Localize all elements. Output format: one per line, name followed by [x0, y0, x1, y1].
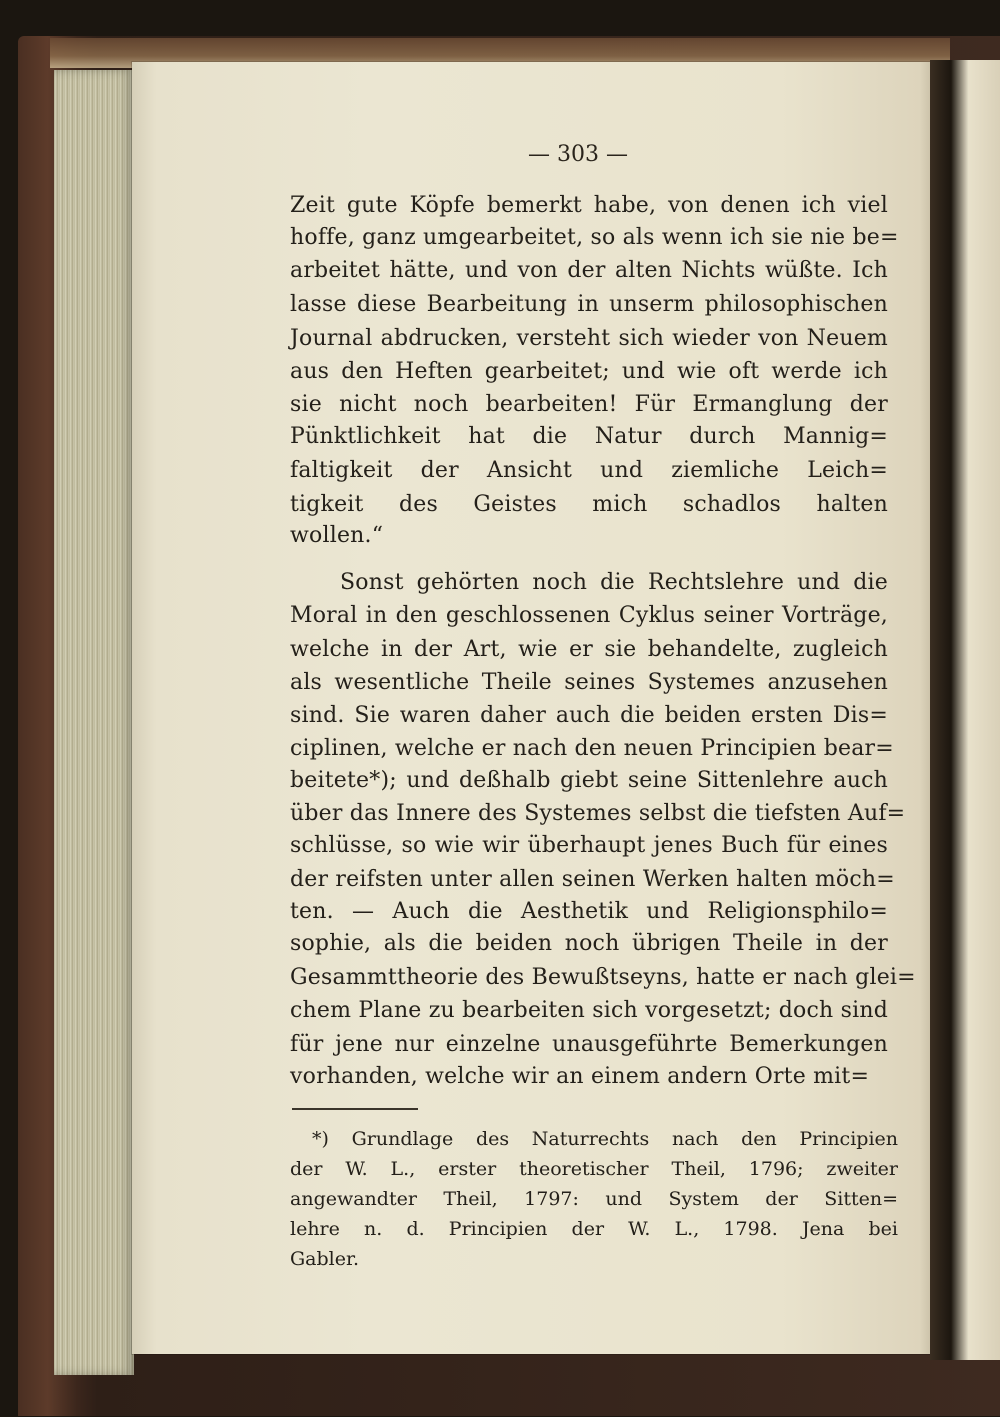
- text-line: ten. — Auch die Aesthetik und Religionsphilo=: [290, 899, 888, 924]
- text-line: Gesammttheorie des Bewußtseyns, hatte er nach glei=: [290, 965, 916, 990]
- text-line: sophie, als die beiden noch übrigen Theile in der: [290, 931, 888, 956]
- text-line: als wesentliche Theile seines Systemes anzusehen: [290, 670, 888, 695]
- text-line: aus den Heften gearbeitet; und wie oft werde ich: [290, 359, 888, 384]
- text-line: tigkeit des Geistes mich schadlos halten: [290, 492, 888, 517]
- text-line: faltigkeit der Ansicht und ziemliche Leich=: [290, 458, 888, 483]
- footnote-rule: [292, 1108, 418, 1110]
- text-line: arbeitet hätte, und von der alten Nichts wüßte. Ich: [290, 258, 888, 283]
- footnote-line: der W. L., erster theoretischer Theil, 1796; zweiter: [290, 1158, 898, 1180]
- footnote-line: lehre n. d. Principien der W. L., 1798. Jena bei: [290, 1218, 898, 1240]
- text-line: sie nicht noch bearbeiten! Für Ermanglung der: [290, 392, 888, 417]
- footnote-line: *) Grundlage des Naturrechts nach den Principien: [312, 1128, 898, 1150]
- footnote-line: Gabler.: [290, 1248, 360, 1270]
- text-line: welche in der Art, wie er sie behandelte, zugleich: [290, 637, 888, 662]
- text-line: sind. Sie waren daher auch die beiden ersten Dis=: [290, 703, 888, 728]
- text-line: Zeit gute Köpfe bemerkt habe, von denen ich viel: [290, 193, 888, 218]
- text-line: hoffe, ganz umgearbeitet, so als wenn ich sie nie be=: [290, 225, 899, 250]
- page-stack-edge: [54, 70, 134, 1375]
- text-line: Moral in den geschlossenen Cyklus seiner Vorträge,: [290, 603, 888, 628]
- text-line: chem Plane zu bearbeiten sich vorgesetzt; doch sind: [290, 998, 888, 1023]
- text-line: Sonst gehörten noch die Rechtslehre und die: [340, 570, 888, 595]
- text-line: Journal abdrucken, versteht sich wieder von Neuem: [290, 326, 888, 351]
- text-line: ciplinen, welche er nach den neuen Principien bear=: [290, 736, 894, 761]
- text-line: über das Innere des Systemes selbst die tiefsten Auf=: [290, 801, 906, 826]
- text-line: vorhanden, welche wir an einem andern Orte mit=: [290, 1064, 870, 1089]
- text-line: der reifsten unter allen seinen Werken halten möch=: [290, 867, 895, 892]
- text-line: lasse diese Bearbeitung in unserm philosophischen: [290, 292, 888, 317]
- text-line: für jene nur einzelne unausgeführte Bemerkungen: [290, 1032, 888, 1057]
- footnote-line: angewandter Theil, 1797: und System der Sitten=: [290, 1188, 898, 1210]
- page-number: — 303 —: [528, 142, 628, 167]
- next-page-edge: [930, 60, 1000, 1360]
- text-line: schlüsse, so wie wir überhaupt jenes Buch für eines: [290, 833, 888, 858]
- text-line: wollen.“: [290, 523, 384, 548]
- text-line: Pünktlichkeit hat die Natur durch Mannig=: [290, 424, 888, 449]
- text-line: beitete*); und deßhalb giebt seine Sittenlehre auch: [290, 768, 888, 793]
